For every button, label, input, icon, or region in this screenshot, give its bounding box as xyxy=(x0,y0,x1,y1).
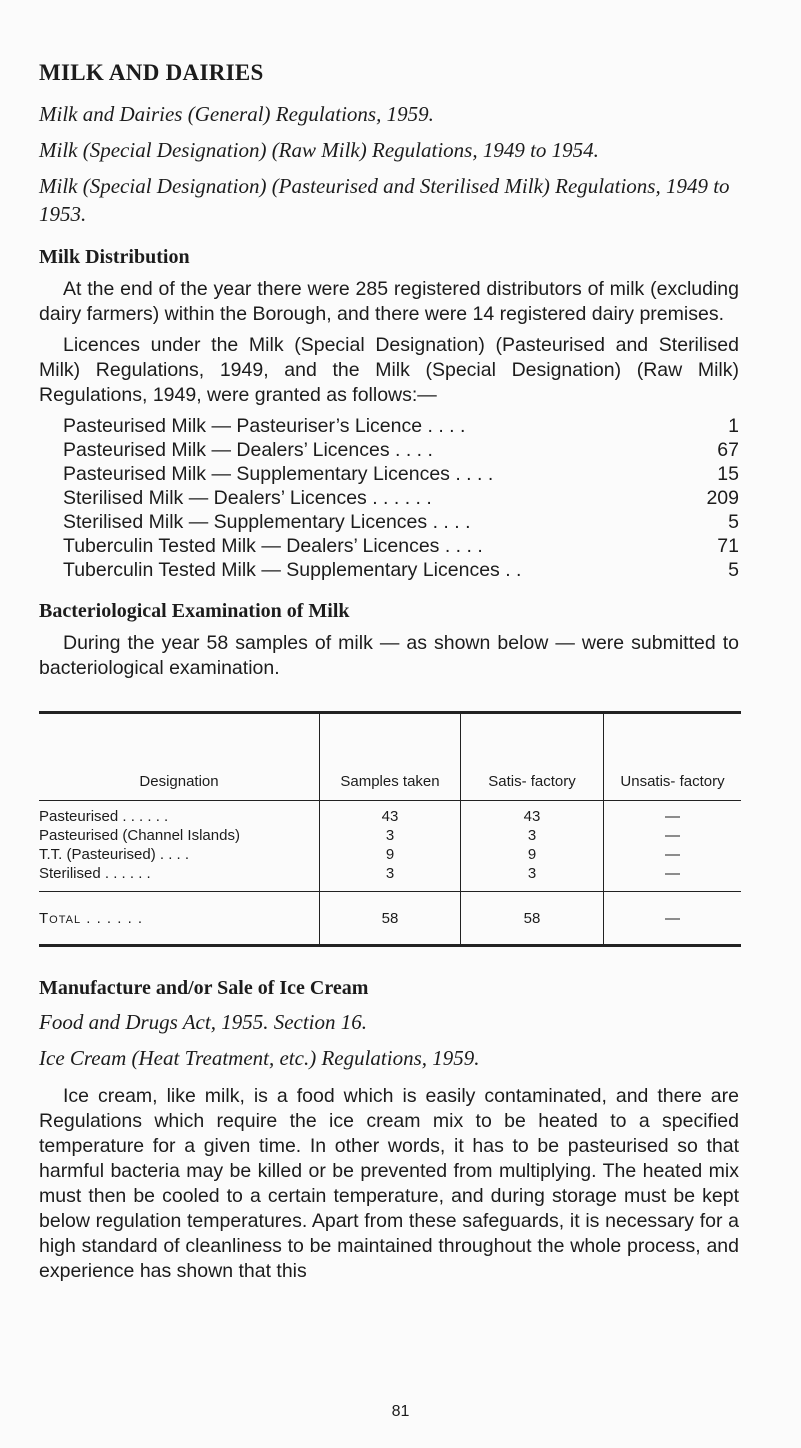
table-cell: — xyxy=(604,845,742,864)
table-total-row xyxy=(39,892,741,946)
licence-label: Pasteurised Milk — Supplementary Licences . . . . xyxy=(63,463,494,485)
table-cell: 43 xyxy=(320,801,461,827)
section-heading-distribution: Milk Distribution xyxy=(39,246,190,268)
table-cell: Pasteurised (Channel Islands) xyxy=(39,827,240,844)
table-cell: 58 xyxy=(461,892,604,946)
distribution-paragraph: At the end of the year there were 285 registered distributors of milk (excluding dairy farmers) within the Borough, and there were 14 registered dairy premises. xyxy=(39,278,739,325)
licence-label: Sterilised Milk — Dealers’ Licences . . . . . . xyxy=(63,487,432,509)
table-cell: 9 xyxy=(320,845,461,864)
licence-label: Pasteurised Milk — Dealers’ Licences . . . . xyxy=(63,439,433,461)
total-label: Total . . . . . . xyxy=(39,892,320,946)
table-header-row xyxy=(39,713,741,801)
page-title: MILK AND DAIRIES xyxy=(39,60,264,85)
column-header: Designation xyxy=(39,713,320,801)
table-cell: 58 xyxy=(320,892,461,946)
licence-label: Tuberculin Tested Milk — Dealers’ Licences . . . . xyxy=(63,535,483,557)
regulation-line: Ice Cream (Heat Treatment, etc.) Regulations, 1959. xyxy=(39,1046,480,1070)
licence-label: Pasteurised Milk — Pasteuriser’s Licence . . . . xyxy=(63,415,466,437)
licence-count: 1 xyxy=(728,415,739,437)
licence-row xyxy=(63,438,739,462)
table-cell: 43 xyxy=(461,801,604,827)
licence-count: 209 xyxy=(706,487,739,509)
table-cell: Sterilised . . . . . . xyxy=(39,865,151,882)
licence-row xyxy=(63,462,739,486)
licence-count: 5 xyxy=(728,511,739,533)
regulation-line: Food and Drugs Act, 1955. Section 16. xyxy=(39,1010,368,1034)
samples-table xyxy=(39,711,741,947)
regulation-line: Milk (Special Designation) (Pasteurised and Sterilised Milk) Regulations, 1949 to 1953. xyxy=(39,174,730,226)
table-row xyxy=(39,845,741,864)
table-cell: 3 xyxy=(320,826,461,845)
section-heading-bacteriological: Bacteriological Examination of Milk xyxy=(39,600,350,622)
table-cell: 9 xyxy=(461,845,604,864)
licence-row xyxy=(63,534,739,558)
licences-intro-paragraph: Licences under the Milk (Special Designation) (Pasteurised and Sterilised Milk) Regulations, 1949, and the Milk (Special Designation) (Raw Milk) Regulations, 1949, were granted as follows:— xyxy=(39,334,739,406)
table-cell: 3 xyxy=(461,826,604,845)
column-header: Satis- factory xyxy=(461,713,604,801)
section-heading-ice-cream: Manufacture and/or Sale of Ice Cream xyxy=(39,977,369,999)
document-page xyxy=(39,60,739,1290)
licence-count: 5 xyxy=(728,559,739,581)
licence-row xyxy=(63,558,739,582)
table-cell: 3 xyxy=(320,864,461,892)
table-cell: — xyxy=(604,864,742,892)
licence-row xyxy=(63,414,739,438)
licence-count: 71 xyxy=(717,535,739,557)
bacteriological-paragraph: During the year 58 samples of milk — as shown below — were submitted to bacteriological examination. xyxy=(39,632,739,679)
column-header: Samples taken xyxy=(320,713,461,801)
table-row xyxy=(39,826,741,845)
table-cell: — xyxy=(604,801,742,827)
ice-cream-paragraph: Ice cream, like milk, is a food which is easily contaminated, and there are Regulations which require the ice cream mix to be heated to a specified temperature for a given time. In other words, it has to be pasteurised so that harmful bacteria may be killed or be prevented from multiplying. The heated mix must then be cooled to a certain temperature, and during storage must be kept below regulation temperatures. Apart from these safeguards, it is necessary for a high standard of cleanliness to be maintained throughout the whole process, and experience has shown that this xyxy=(39,1085,739,1282)
licence-label: Sterilised Milk — Supplementary Licences . . . . xyxy=(63,511,471,533)
table-cell: T.T. (Pasteurised) . . . . xyxy=(39,846,190,863)
table-cell: — xyxy=(604,826,742,845)
licence-row xyxy=(63,486,739,510)
licence-row xyxy=(63,510,739,534)
regulation-line: Milk and Dairies (General) Regulations, 1959. xyxy=(39,102,434,126)
licence-label: Tuberculin Tested Milk — Supplementary Licences . . xyxy=(63,559,522,581)
licence-count: 67 xyxy=(717,439,739,461)
licence-list xyxy=(63,414,739,582)
table-row xyxy=(39,864,741,892)
licence-count: 15 xyxy=(717,463,739,485)
table-row xyxy=(39,801,741,827)
regulation-line: Milk (Special Designation) (Raw Milk) Regulations, 1949 to 1954. xyxy=(39,138,599,162)
page-number: 81 xyxy=(391,1403,410,1420)
table-cell: 3 xyxy=(461,864,604,892)
table-cell: Pasteurised . . . . . . xyxy=(39,808,169,825)
column-header: Unsatis- factory xyxy=(604,713,742,801)
table-cell: — xyxy=(604,892,742,946)
